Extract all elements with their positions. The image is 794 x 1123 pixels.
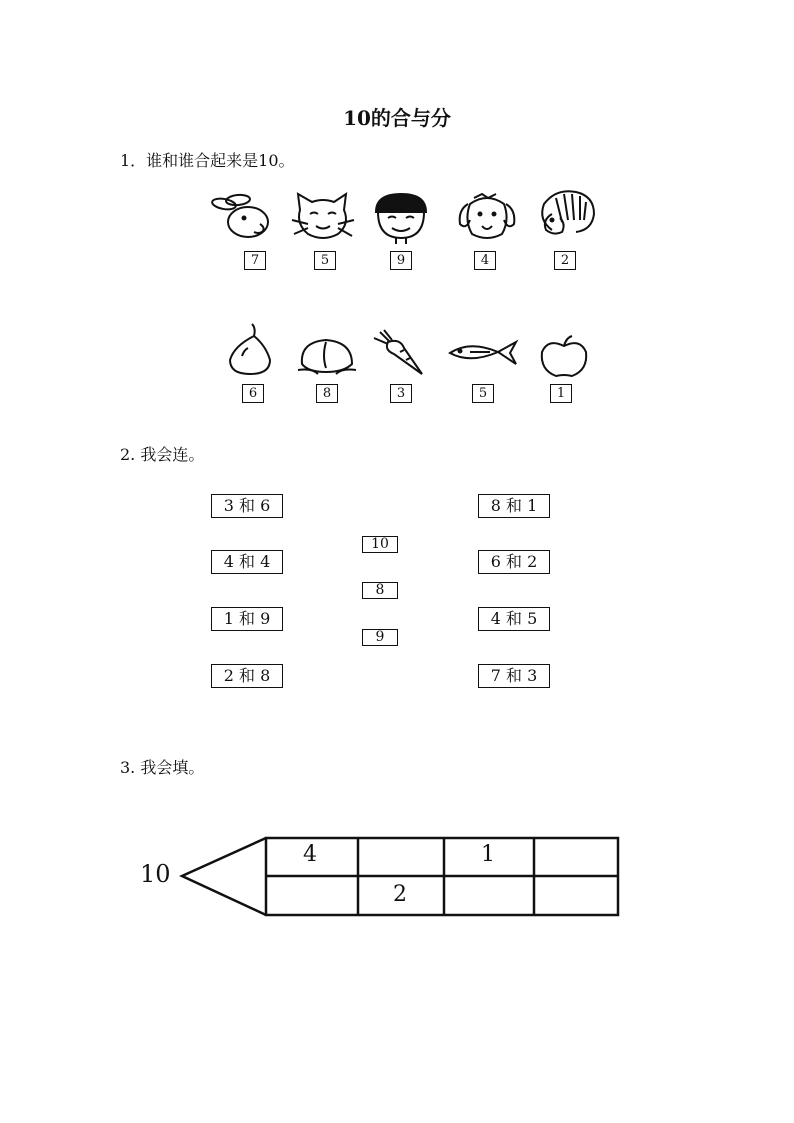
number-box: 8 [316, 384, 338, 403]
pear-icon [222, 322, 278, 378]
number-box: 7 [244, 251, 266, 270]
rocket-diagram [170, 830, 630, 925]
bottom-cell[interactable]: 2 [393, 882, 407, 907]
pair-box-left[interactable]: 2 和 8 [211, 664, 283, 688]
dog-icon [452, 190, 522, 245]
number-box: 5 [314, 251, 336, 270]
peach-icon [296, 334, 358, 378]
boy-icon [366, 190, 436, 245]
number-box: 5 [472, 384, 494, 403]
pair-box-right[interactable]: 8 和 1 [478, 494, 550, 518]
pair-box-left[interactable]: 3 和 6 [211, 494, 283, 518]
sum-box[interactable]: 8 [362, 582, 398, 599]
pair-box-right[interactable]: 7 和 3 [478, 664, 550, 688]
rabbit-icon [210, 190, 280, 245]
pair-box-left[interactable]: 4 和 4 [211, 550, 283, 574]
top-cell[interactable]: 1 [481, 842, 495, 867]
number-box: 2 [554, 251, 576, 270]
number-box: 4 [474, 251, 496, 270]
apple-icon [538, 334, 590, 378]
number-box: 1 [550, 384, 572, 403]
fish-icon [446, 338, 520, 368]
number-box: 3 [390, 384, 412, 403]
top-cell[interactable]: 4 [303, 842, 317, 867]
pair-box-left[interactable]: 1 和 9 [211, 607, 283, 631]
pair-box-right[interactable]: 6 和 2 [478, 550, 550, 574]
pair-box-right[interactable]: 4 和 5 [478, 607, 550, 631]
sum-box[interactable]: 9 [362, 629, 398, 646]
sum-box[interactable]: 10 [362, 536, 398, 553]
question-3-label: 3. 我会填。 [120, 758, 205, 777]
number-box: 9 [390, 251, 412, 270]
cat-icon [288, 190, 358, 245]
total-number: 10 [140, 860, 171, 888]
hedgehog-icon [532, 186, 602, 246]
page-title: 10的合与分 [343, 106, 451, 130]
radish-icon [370, 328, 426, 378]
question-2-label: 2. 我会连。 [120, 445, 205, 464]
question-1-label: 1．谁和谁合起来是10。 [120, 151, 295, 170]
number-box: 6 [242, 384, 264, 403]
